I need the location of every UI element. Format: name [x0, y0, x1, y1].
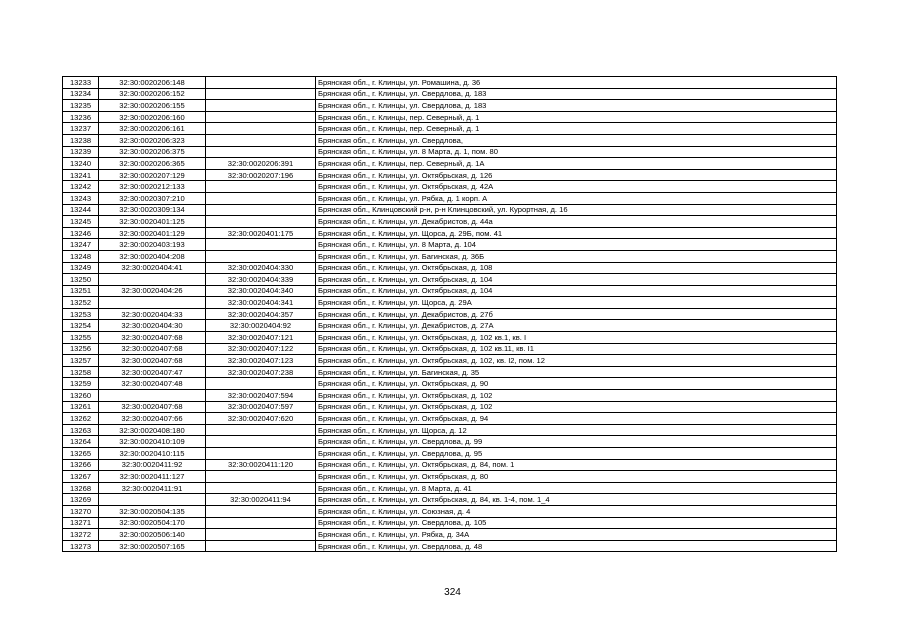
cadastral-number-cell: 32:30:0020408:180 [99, 424, 206, 436]
record-number-cell: 13248 [63, 250, 99, 262]
table-row [63, 436, 837, 448]
record-number-cell: 13247 [63, 239, 99, 251]
related-cadastral-number-cell [206, 448, 316, 460]
address-cell: Брянская обл., г. Клинцы, ул. Щорса, д. 29Б, пом. 41 [316, 227, 837, 239]
address-cell: Брянская обл., г. Клинцы, ул. Щорса, д. 12 [316, 424, 837, 436]
table-row [63, 390, 837, 402]
page-number: 324 [444, 587, 461, 598]
cadastral-number-cell: 32:30:0020206:155 [99, 100, 206, 112]
record-number-cell: 13254 [63, 320, 99, 332]
cadastral-number-cell [99, 274, 206, 286]
related-cadastral-number-cell: 32:30:0020407:121 [206, 332, 316, 344]
address-cell: Брянская обл., г. Клинцы, ул. Октябрьская, д. 94 [316, 413, 837, 425]
record-number-cell: 13244 [63, 204, 99, 216]
related-cadastral-number-cell [206, 471, 316, 483]
cadastral-number-cell: 32:30:0020307:210 [99, 192, 206, 204]
address-cell: Брянская обл., г. Клинцы, ул. Октябрьская, д. 84, пом. 1 [316, 459, 837, 471]
cadastral-number-cell: 32:30:0020407:68 [99, 355, 206, 367]
address-cell: Брянская обл., г. Клинцы, пер. Северный, д. 1 [316, 123, 837, 135]
cadastral-number-cell: 32:30:0020404:30 [99, 320, 206, 332]
record-number-cell: 13257 [63, 355, 99, 367]
record-number-cell: 13242 [63, 181, 99, 193]
table-row [63, 355, 837, 367]
cadastral-number-cell: 32:30:0020404:208 [99, 250, 206, 262]
cadastral-number-cell: 32:30:0020506:140 [99, 529, 206, 541]
address-cell: Брянская обл., г. Клинцы, ул. Октябрьская, д. 80 [316, 471, 837, 483]
related-cadastral-number-cell: 32:30:0020404:340 [206, 285, 316, 297]
cadastral-number-cell: 32:30:0020504:170 [99, 517, 206, 529]
cadastral-number-cell: 32:30:0020206:365 [99, 158, 206, 170]
table-row [63, 448, 837, 460]
record-number-cell: 13273 [63, 540, 99, 552]
related-cadastral-number-cell: 32:30:0020404:92 [206, 320, 316, 332]
cadastral-number-cell [99, 297, 206, 309]
cadastral-number-cell: 32:30:0020407:66 [99, 413, 206, 425]
table-row [63, 77, 837, 89]
address-cell: Брянская обл., г. Клинцы, ул. Рябка, д. 1 корп. А [316, 192, 837, 204]
table-row [63, 146, 837, 158]
related-cadastral-number-cell [206, 505, 316, 517]
related-cadastral-number-cell: 32:30:0020404:341 [206, 297, 316, 309]
table-row [63, 366, 837, 378]
cadastral-number-cell: 32:30:0020309:134 [99, 204, 206, 216]
related-cadastral-number-cell [206, 204, 316, 216]
address-cell: Брянская обл., г. Клинцы, ул. Октябрьская, д. 104 [316, 285, 837, 297]
cadastral-number-cell: 32:30:0020212:133 [99, 181, 206, 193]
cadastral-number-cell: 32:30:0020407:47 [99, 366, 206, 378]
table-row [63, 401, 837, 413]
table-row [63, 216, 837, 228]
record-number-cell: 13256 [63, 343, 99, 355]
record-number-cell: 13235 [63, 100, 99, 112]
related-cadastral-number-cell [206, 250, 316, 262]
table-row [63, 505, 837, 517]
address-cell: Брянская обл., г. Клинцы, ул. Свердлова, д. 183 [316, 88, 837, 100]
cadastral-number-cell: 32:30:0020407:68 [99, 401, 206, 413]
address-cell: Брянская обл., г. Клинцы, ул. Свердлова, д. 105 [316, 517, 837, 529]
cadastral-number-cell: 32:30:0020410:115 [99, 448, 206, 460]
table-row [63, 378, 837, 390]
related-cadastral-number-cell [206, 77, 316, 89]
table-row [63, 540, 837, 552]
address-cell: Брянская обл., г. Клинцы, ул. 8 Марта, д. 104 [316, 239, 837, 251]
record-number-cell: 13239 [63, 146, 99, 158]
record-number-cell: 13237 [63, 123, 99, 135]
table-row [63, 262, 837, 274]
cadastral-number-cell: 32:30:0020407:68 [99, 332, 206, 344]
table-row [63, 169, 837, 181]
table-row [63, 494, 837, 506]
related-cadastral-number-cell: 32:30:0020206:391 [206, 158, 316, 170]
record-number-cell: 13245 [63, 216, 99, 228]
table-row [63, 204, 837, 216]
record-number-cell: 13238 [63, 134, 99, 146]
record-number-cell: 13269 [63, 494, 99, 506]
cadastral-number-cell: 32:30:0020206:161 [99, 123, 206, 135]
related-cadastral-number-cell [206, 100, 316, 112]
table-row [63, 332, 837, 344]
related-cadastral-number-cell: 32:30:0020407:238 [206, 366, 316, 378]
record-number-cell: 13267 [63, 471, 99, 483]
record-number-cell: 13233 [63, 77, 99, 89]
table-row [63, 158, 837, 170]
table-row [63, 111, 837, 123]
table-row [63, 134, 837, 146]
record-number-cell: 13265 [63, 448, 99, 460]
cadastral-number-cell: 32:30:0020411:91 [99, 482, 206, 494]
related-cadastral-number-cell: 32:30:0020207:196 [206, 169, 316, 181]
address-cell: Брянская обл., г. Клинцы, ул. Свердлова, д. 183 [316, 100, 837, 112]
record-number-cell: 13243 [63, 192, 99, 204]
cadastral-number-cell: 32:30:0020206:375 [99, 146, 206, 158]
related-cadastral-number-cell [206, 192, 316, 204]
cadastral-number-cell: 32:30:0020410:109 [99, 436, 206, 448]
record-number-cell: 13236 [63, 111, 99, 123]
address-cell: Брянская обл., г. Клинцы, ул. Багинская, д. 35 [316, 366, 837, 378]
related-cadastral-number-cell: 32:30:0020404:339 [206, 274, 316, 286]
address-cell: Брянская обл., г. Клинцы, ул. Свердлова, [316, 134, 837, 146]
cadastral-number-cell: 32:30:0020206:152 [99, 88, 206, 100]
related-cadastral-number-cell [206, 436, 316, 448]
related-cadastral-number-cell: 32:30:0020411:94 [206, 494, 316, 506]
address-cell: Брянская обл., г. Клинцы, пер. Северный, д. 1А [316, 158, 837, 170]
related-cadastral-number-cell [206, 529, 316, 541]
record-number-cell: 13246 [63, 227, 99, 239]
related-cadastral-number-cell [206, 517, 316, 529]
address-cell: Брянская обл., г. Клинцы, ул. Октябрьская, д. 108 [316, 262, 837, 274]
address-cell: Брянская обл., г. Клинцы, ул. Октябрьская, д. 126 [316, 169, 837, 181]
record-number-cell: 13255 [63, 332, 99, 344]
related-cadastral-number-cell: 32:30:0020407:620 [206, 413, 316, 425]
address-cell: Брянская обл., Клинцовский р-н, р-н Клинцовский, ул. Курортная, д. 16 [316, 204, 837, 216]
related-cadastral-number-cell [206, 88, 316, 100]
table-row [63, 250, 837, 262]
address-cell: Брянская обл., г. Клинцы, пер. Северный, д. 1 [316, 111, 837, 123]
table-row [63, 308, 837, 320]
record-number-cell: 13263 [63, 424, 99, 436]
record-number-cell: 13268 [63, 482, 99, 494]
related-cadastral-number-cell: 32:30:0020407:123 [206, 355, 316, 367]
address-cell: Брянская обл., г. Клинцы, ул. Багинская, д. 36Б [316, 250, 837, 262]
table-row [63, 192, 837, 204]
address-cell: Брянская обл., г. Клинцы, ул. Октябрьская, д. 42А [316, 181, 837, 193]
record-number-cell: 13261 [63, 401, 99, 413]
address-cell: Брянская обл., г. Клинцы, ул. Октябрьская, д. 84, кв. 1-4, пом. 1_4 [316, 494, 837, 506]
related-cadastral-number-cell: 32:30:0020411:120 [206, 459, 316, 471]
address-cell: Брянская обл., г. Клинцы, ул. Свердлова, д. 99 [316, 436, 837, 448]
table-row [63, 529, 837, 541]
record-number-cell: 13262 [63, 413, 99, 425]
record-number-cell: 13240 [63, 158, 99, 170]
related-cadastral-number-cell [206, 482, 316, 494]
related-cadastral-number-cell [206, 216, 316, 228]
table-row [63, 100, 837, 112]
record-number-cell: 13249 [63, 262, 99, 274]
record-number-cell: 13258 [63, 366, 99, 378]
related-cadastral-number-cell [206, 134, 316, 146]
cadastral-number-cell: 32:30:0020404:26 [99, 285, 206, 297]
address-cell: Брянская обл., г. Клинцы, ул. Свердлова, д. 48 [316, 540, 837, 552]
cadastral-number-cell: 32:30:0020404:33 [99, 308, 206, 320]
related-cadastral-number-cell [206, 424, 316, 436]
address-cell: Брянская обл., г. Клинцы, ул. Октябрьская, д. 102 [316, 401, 837, 413]
table-row [63, 123, 837, 135]
address-cell: Брянская обл., г. Клинцы, ул. Декабристов, д. 44а [316, 216, 837, 228]
related-cadastral-number-cell: 32:30:0020407:122 [206, 343, 316, 355]
table-row [63, 88, 837, 100]
table-row [63, 459, 837, 471]
address-cell: Брянская обл., г. Клинцы, ул. Октябрьская, д. 102, кв. I2, пом. 12 [316, 355, 837, 367]
address-cell: Брянская обл., г. Клинцы, ул. Октябрьская, д. 102 [316, 390, 837, 402]
address-cell: Брянская обл., г. Клинцы, ул. Октябрьская, д. 90 [316, 378, 837, 390]
related-cadastral-number-cell: 32:30:0020401:175 [206, 227, 316, 239]
table-row [63, 285, 837, 297]
address-cell: Брянская обл., г. Клинцы, ул. Декабристов, д. 27А [316, 320, 837, 332]
record-number-cell: 13259 [63, 378, 99, 390]
record-number-cell: 13251 [63, 285, 99, 297]
cadastral-number-cell: 32:30:0020404:41 [99, 262, 206, 274]
cadastral-number-cell: 32:30:0020411:127 [99, 471, 206, 483]
cadastral-number-cell [99, 494, 206, 506]
address-cell: Брянская обл., г. Клинцы, ул. 8 Марта, д. 41 [316, 482, 837, 494]
address-cell: Брянская обл., г. Клинцы, ул. Декабристов, д. 27б [316, 308, 837, 320]
table-row [63, 297, 837, 309]
record-number-cell: 13252 [63, 297, 99, 309]
table-row [63, 517, 837, 529]
record-number-cell: 13241 [63, 169, 99, 181]
address-cell: Брянская обл., г. Клинцы, ул. Ромашина, д. 36 [316, 77, 837, 89]
cadastral-number-cell: 32:30:0020407:48 [99, 378, 206, 390]
record-number-cell: 13272 [63, 529, 99, 541]
cadastral-number-cell: 32:30:0020411:92 [99, 459, 206, 471]
record-number-cell: 13266 [63, 459, 99, 471]
cadastral-number-cell: 32:30:0020403:193 [99, 239, 206, 251]
record-number-cell: 13270 [63, 505, 99, 517]
record-number-cell: 13264 [63, 436, 99, 448]
record-number-cell: 13250 [63, 274, 99, 286]
record-number-cell: 13253 [63, 308, 99, 320]
address-cell: Брянская обл., г. Клинцы, ул. 8 Марта, д. 1, пом. 80 [316, 146, 837, 158]
address-cell: Брянская обл., г. Клинцы, ул. Союзная, д. 4 [316, 505, 837, 517]
related-cadastral-number-cell [206, 146, 316, 158]
address-cell: Брянская обл., г. Клинцы, ул. Рябка, д. 34А [316, 529, 837, 541]
related-cadastral-number-cell [206, 181, 316, 193]
address-cell: Брянская обл., г. Клинцы, ул. Щорса, д. 29А [316, 297, 837, 309]
related-cadastral-number-cell [206, 123, 316, 135]
cadastral-number-cell: 32:30:0020504:135 [99, 505, 206, 517]
cadastral-number-cell: 32:30:0020206:160 [99, 111, 206, 123]
table-row [63, 482, 837, 494]
related-cadastral-number-cell [206, 111, 316, 123]
cadastral-number-cell: 32:30:0020206:323 [99, 134, 206, 146]
table-row [63, 239, 837, 251]
address-cell: Брянская обл., г. Клинцы, ул. Октябрьская, д. 104 [316, 274, 837, 286]
cadastral-number-cell [99, 390, 206, 402]
address-cell: Брянская обл., г. Клинцы, ул. Октябрьская, д. 102 кв.1, кв. I [316, 332, 837, 344]
related-cadastral-number-cell: 32:30:0020407:594 [206, 390, 316, 402]
related-cadastral-number-cell: 32:30:0020404:330 [206, 262, 316, 274]
cadastral-number-cell: 32:30:0020407:68 [99, 343, 206, 355]
related-cadastral-number-cell [206, 540, 316, 552]
related-cadastral-number-cell [206, 239, 316, 251]
related-cadastral-number-cell [206, 378, 316, 390]
table-row [63, 413, 837, 425]
table-row [63, 343, 837, 355]
table-row [63, 227, 837, 239]
record-number-cell: 13271 [63, 517, 99, 529]
related-cadastral-number-cell: 32:30:0020407:597 [206, 401, 316, 413]
records-table [62, 76, 837, 552]
record-number-cell: 13260 [63, 390, 99, 402]
records-table-body [63, 77, 837, 552]
cadastral-number-cell: 32:30:0020401:129 [99, 227, 206, 239]
record-number-cell: 13234 [63, 88, 99, 100]
table-row [63, 181, 837, 193]
cadastral-number-cell: 32:30:0020207:129 [99, 169, 206, 181]
related-cadastral-number-cell: 32:30:0020404:357 [206, 308, 316, 320]
cadastral-number-cell: 32:30:0020401:125 [99, 216, 206, 228]
table-row [63, 471, 837, 483]
cadastral-number-cell: 32:30:0020507:165 [99, 540, 206, 552]
address-cell: Брянская обл., г. Клинцы, ул. Октябрьская, д. 102 кв.11, кв. I1 [316, 343, 837, 355]
table-row [63, 320, 837, 332]
table-row [63, 424, 837, 436]
cadastral-number-cell: 32:30:0020206:148 [99, 77, 206, 89]
table-row [63, 274, 837, 286]
address-cell: Брянская обл., г. Клинцы, ул. Свердлова, д. 95 [316, 448, 837, 460]
